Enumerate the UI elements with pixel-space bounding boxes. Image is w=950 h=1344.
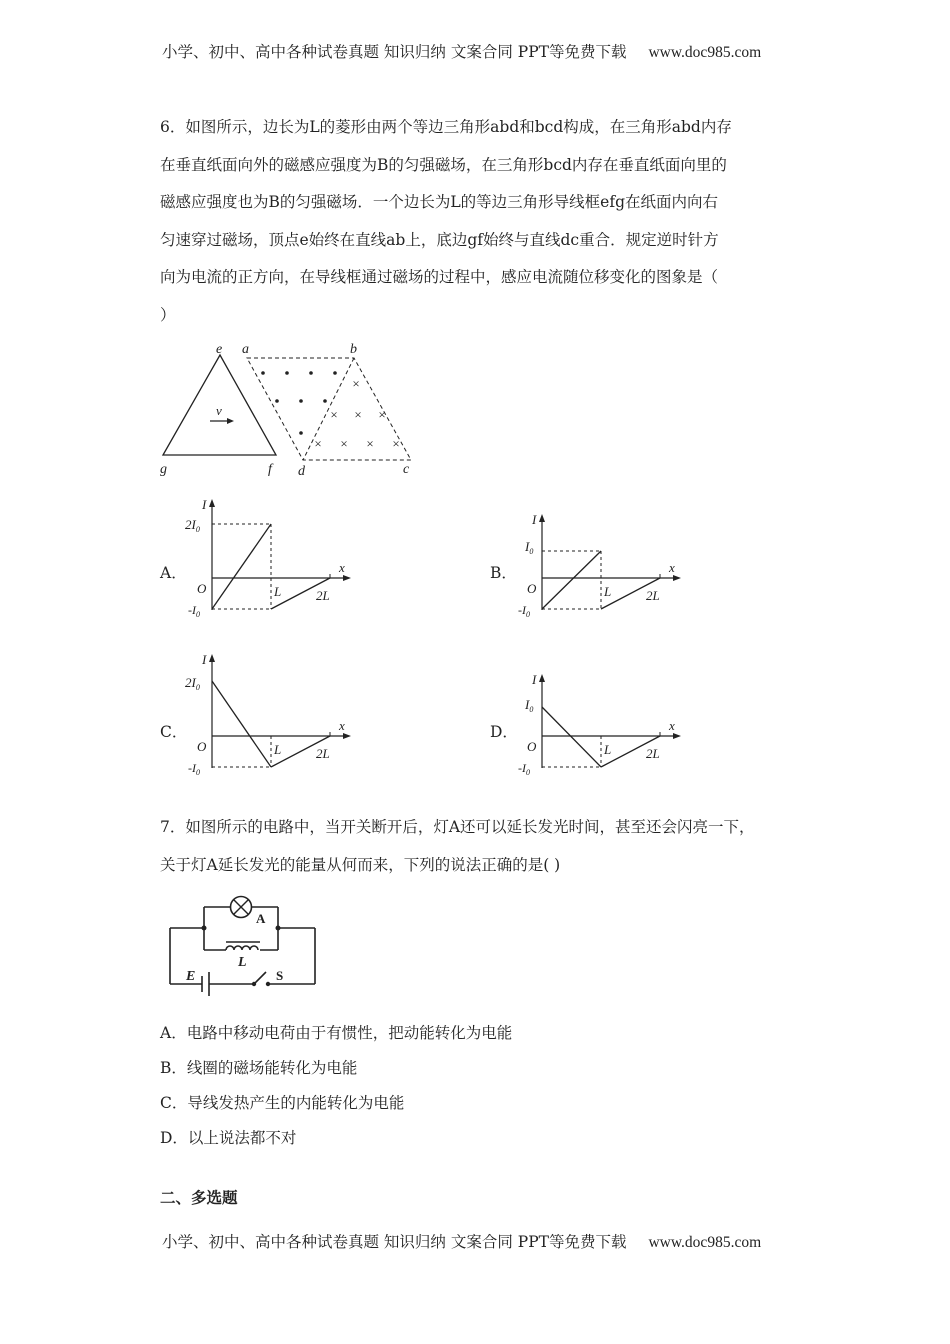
field-in-crosses [314, 376, 399, 451]
svg-text:×: × [352, 376, 360, 391]
label-v: v [216, 403, 222, 418]
svg-text:x: x [669, 718, 675, 733]
label-lamp-a: A [256, 911, 266, 926]
q7-choice-c[interactable]: C．导线发热产生的内能转化为电能 [160, 1094, 405, 1112]
option-d-label[interactable]: D． [490, 723, 518, 741]
q6-line: 6．如图所示，边长为L的菱形由两个等边三角形abd和bcd构成，在三角形abd内存 [160, 118, 732, 136]
q7-choice-d[interactable]: D．以上说法都不对 [160, 1129, 297, 1147]
svg-text:x: x [339, 560, 345, 575]
q7-choices [160, 1016, 512, 1156]
q6-line: 磁感应强度也为B的匀强磁场．一个边长为L的等边三角形导线框efg在纸面内向右 [160, 193, 719, 211]
svg-text:O: O [527, 581, 537, 596]
option-c-label[interactable]: C． [160, 723, 188, 741]
lamp-icon [231, 897, 252, 918]
question-7 [160, 809, 800, 884]
battery-icon [202, 972, 209, 996]
label-e: e [216, 342, 223, 357]
q6-line: 在垂直纸面向外的磁感应强度为B的匀强磁场，在三角形bcd内存在垂直纸面向里的 [160, 155, 727, 174]
q6-line: ） [160, 305, 176, 324]
svg-text:O: O [197, 739, 207, 754]
svg-text:I: I [532, 512, 537, 527]
svg-text:I: I [202, 652, 207, 667]
header-site: www.doc985.com [648, 44, 762, 61]
svg-text:×: × [378, 407, 386, 422]
svg-text:×: × [340, 436, 348, 451]
svg-text:×: × [392, 436, 400, 451]
label-battery-e: E [186, 969, 196, 984]
label-d: d [298, 464, 305, 479]
svg-text:-I0: $-I_0$ [518, 761, 530, 777]
header-text: 小学、初中、高中各种试卷真题 知识归纳 文案合同 PPT等免费下载 [162, 43, 627, 61]
graph-option-d[interactable] [515, 650, 690, 780]
q6-line: 匀速穿过磁场，顶点e始终在直线ab上，底边gf始终与直线dc重合．规定逆时针方 [160, 230, 719, 249]
svg-text:-I0: $-I_0$ [518, 603, 530, 619]
switch-icon [254, 972, 266, 984]
q7-circuit-figure [160, 892, 325, 1002]
svg-text:I: I [532, 672, 537, 687]
svg-text:-I0: $-I_0$ [188, 761, 200, 777]
svg-text:L: L [604, 584, 612, 599]
svg-text:L: L [274, 742, 282, 757]
svg-text:x: x [339, 718, 345, 733]
graph-option-c[interactable] [185, 650, 360, 780]
q7-line: 7．如图所示的电路中，当开关断开后，灯A还可以延长发光时间，甚至还会闪亮一下， [160, 818, 755, 836]
svg-text:2I0: $2I_0$ [185, 675, 200, 692]
question-6 [160, 109, 800, 334]
svg-text:2L: 2L [316, 746, 330, 761]
svg-text:I0: $I_0$ [525, 539, 534, 556]
page-header [162, 40, 761, 62]
q7-line: 关于灯A延长发光的能量从何而来，下列的说法正确的是( ) [160, 855, 561, 874]
footer-site: www.doc985.com [648, 1234, 762, 1251]
svg-text:L: L [604, 742, 612, 757]
svg-text:I0: $I_0$ [525, 697, 534, 714]
svg-text:2I0: $2I_0$ [185, 517, 200, 534]
label-g: g [160, 462, 167, 477]
svg-text:2L: 2L [316, 588, 330, 603]
svg-text:×: × [314, 436, 322, 451]
graph-option-b[interactable] [515, 495, 690, 625]
label-b: b [350, 342, 357, 357]
svg-text:L: L [274, 584, 282, 599]
page-footer [162, 1230, 761, 1252]
option-b-label[interactable]: B． [490, 564, 517, 582]
svg-text:I: I [202, 497, 207, 512]
graph-option-a[interactable] [185, 495, 360, 625]
svg-text:×: × [330, 407, 338, 422]
q6-line: 向为电流的正方向，在导线框通过磁场的过程中，感应电流随位移变化的图象是（ [160, 268, 719, 286]
q7-choice-a[interactable]: A．电路中移动电荷由于有惯性，把动能转化为电能 [160, 1024, 513, 1042]
label-f: f [268, 462, 272, 477]
q6-rhombus-figure [150, 335, 430, 485]
label-a: a [242, 342, 249, 357]
svg-text:O: O [197, 581, 207, 596]
q7-choice-b[interactable]: B．线圈的磁场能转化为电能 [160, 1059, 358, 1077]
field-out-dots [261, 371, 337, 435]
svg-text:×: × [366, 436, 374, 451]
svg-text:-I0: $-I_0$ [188, 603, 200, 619]
inductor-icon [226, 946, 258, 950]
footer-text: 小学、初中、高中各种试卷真题 知识归纳 文案合同 PPT等免费下载 [162, 1233, 627, 1251]
svg-text:x: x [669, 560, 675, 575]
label-inductor-l: L [238, 955, 247, 970]
option-a-label[interactable]: A． [160, 564, 187, 582]
svg-text:×: × [354, 407, 362, 422]
svg-text:O: O [527, 739, 537, 754]
label-switch-s: S [276, 968, 284, 983]
svg-text:2L: 2L [646, 588, 660, 603]
svg-text:2L: 2L [646, 746, 660, 761]
section-heading: 二、多选题 [160, 1188, 238, 1207]
label-c: c [403, 462, 410, 477]
